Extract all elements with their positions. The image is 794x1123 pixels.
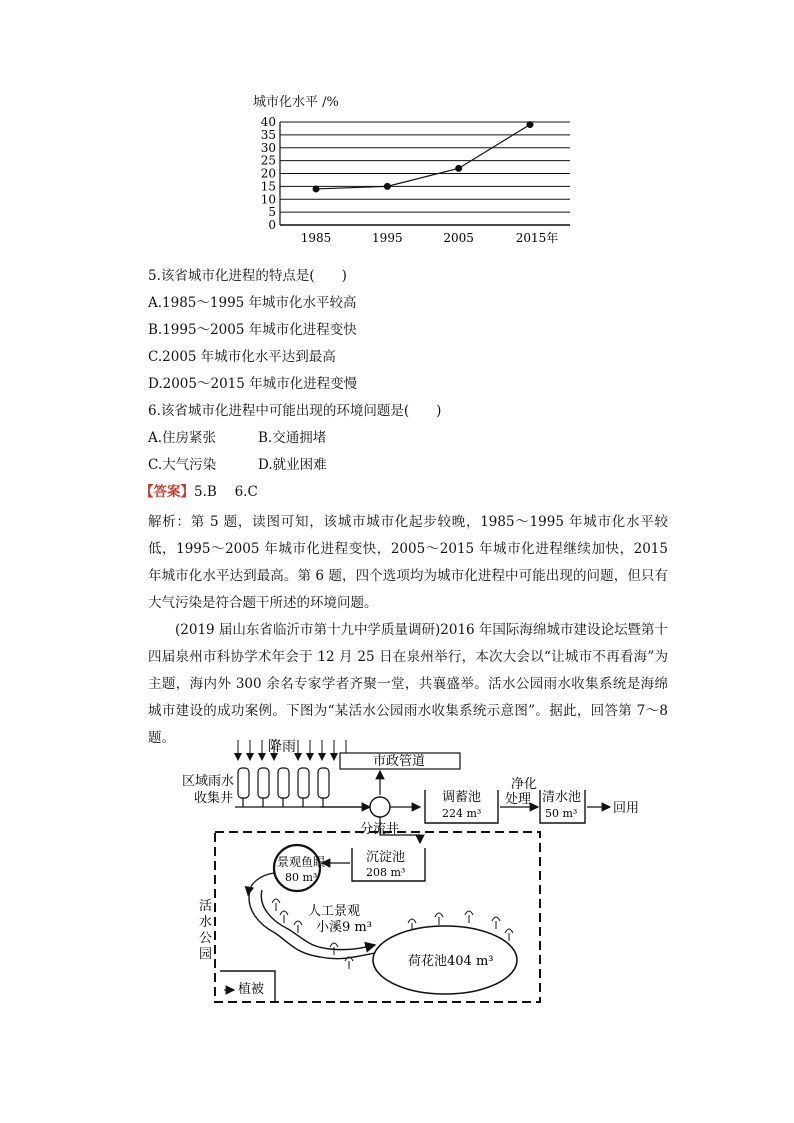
chart-x-tick-label: 1985 (300, 231, 332, 245)
chart-y-tick-label: 30 (260, 140, 276, 155)
vegetation-label: 植被 (238, 982, 265, 997)
analysis-paragraph: 解析：第 5 题，读图可知，该城市城市化起步较晚，1985～1995 年城市化水平较低，1995～2005 年城市化进程变快，2005～2015 年城市化进程继续加快，2015 年城市化水平达到最高。第 6 题，四个选项均为城市化进程中可能出现的问题，但只有大气污染是符合题干所述的环境问题。 (148, 514, 668, 611)
clear-pool-label: 清水池 (542, 790, 582, 805)
chart-y-tick-labels (261, 115, 276, 232)
clear-pool-volume: 50 m³ (545, 807, 578, 820)
chart-series (313, 121, 534, 192)
q5-stem: 5.该省城市化进程的特点是( ) (148, 268, 347, 284)
q6-option-d: D.就业困难 (258, 457, 327, 473)
park-label-3: 公 (199, 931, 213, 946)
collection-well-label-2: 收集井 (194, 791, 234, 806)
chart-y-tick-label: 10 (260, 192, 276, 207)
chart-y-tick-label: 5 (268, 205, 276, 220)
q5-option-a: A.1985～1995 年城市化水平较高 (148, 295, 357, 311)
chart-series-line (316, 125, 530, 189)
q5-option-c: C.2005 年城市化水平达到最高 (148, 349, 336, 365)
purify-label-2: 处理 (505, 792, 532, 807)
chart-data-point (455, 165, 462, 172)
storage-pool-label: 调蓄池 (442, 790, 482, 805)
chart-x-tick-label: 2005 (443, 231, 474, 245)
municipal-pipe-label: 市政管道 (373, 754, 426, 769)
diversion-well-label: 分流井 (360, 822, 400, 837)
chart-data-point (384, 183, 391, 190)
material-paragraph: (2019 届山东省临沂市第十九中学质量调研)2016 年国际海绵城市建设论坛暨第十四届泉州市科协学术年会于 12 月 25 日在泉州举行，本次大会以“让城市不再看海”为主题，海内外 300 余名专家学者齐聚一堂，共襄盛举。活水公园雨水收集系统是海绵城市建设的成功案例。下图为“某活水公园雨水收集系统示意图”。据此，回答第 7～8 题。 (148, 622, 668, 746)
chart-data-point (313, 185, 320, 192)
chart-y-tick-label: 15 (260, 179, 276, 194)
chart-x-tick-label: 2015年 (515, 231, 559, 245)
q6-stem: 6.该省城市化进程中可能出现的环境问题是( ) (148, 403, 442, 419)
stream-label-1: 人工景观 (308, 904, 361, 919)
chart-ylabel: 城市化水平 /% (253, 95, 339, 110)
sediment-pool-volume: 208 m³ (366, 866, 406, 879)
chart-x-tick-labels (301, 230, 559, 245)
park-label-2: 水 (199, 915, 213, 930)
rain-label: 降雨 (268, 739, 296, 755)
chart-y-tick-label: 0 (268, 218, 276, 232)
chart-y-tick-label: 25 (260, 153, 276, 168)
chart-data-point (527, 121, 534, 128)
collection-wells (238, 768, 329, 798)
q6-option-c: C.大气污染 (148, 457, 217, 473)
q6-option-b: B.交通拥堵 (258, 430, 327, 446)
chart-y-tick-label: 35 (260, 127, 276, 142)
q5-option-d: D.2005～2015 年城市化进程变慢 (148, 376, 358, 392)
q5-option-b: B.1995～2005 年城市化进程变快 (148, 322, 357, 338)
chart-y-tick-label: 40 (260, 115, 276, 129)
answer-tag: 【答案】 (140, 484, 194, 500)
rainwater-system-diagram (180, 735, 645, 1010)
answer-line (140, 482, 258, 502)
fish-eye-volume: 80 m³ (285, 871, 318, 884)
fish-eye-label: 景观鱼眼 (277, 855, 326, 869)
chart-x-tick-label: 1995 (372, 231, 403, 245)
lotus-pool-label: 荷花池404 m³ (408, 954, 494, 969)
purify-label-1: 净化 (511, 777, 538, 792)
diversion-well (370, 797, 390, 817)
chart-y-tick-label: 20 (260, 166, 276, 181)
urbanization-chart (240, 88, 580, 248)
park-label-4: 园 (199, 947, 213, 962)
stream-label-2: 小溪9 m³ (316, 920, 372, 935)
park-label-1: 活 (199, 899, 213, 914)
q6-option-a: A.住房紧张 (148, 430, 217, 446)
reuse-label: 回用 (613, 801, 640, 816)
storage-pool-volume: 224 m³ (442, 807, 482, 820)
sediment-pool-label: 沉淀池 (366, 850, 406, 865)
answer-text: 5.B 6.C (194, 484, 258, 500)
collection-well-label-1: 区域雨水 (182, 774, 235, 789)
chart-grid (280, 122, 570, 225)
